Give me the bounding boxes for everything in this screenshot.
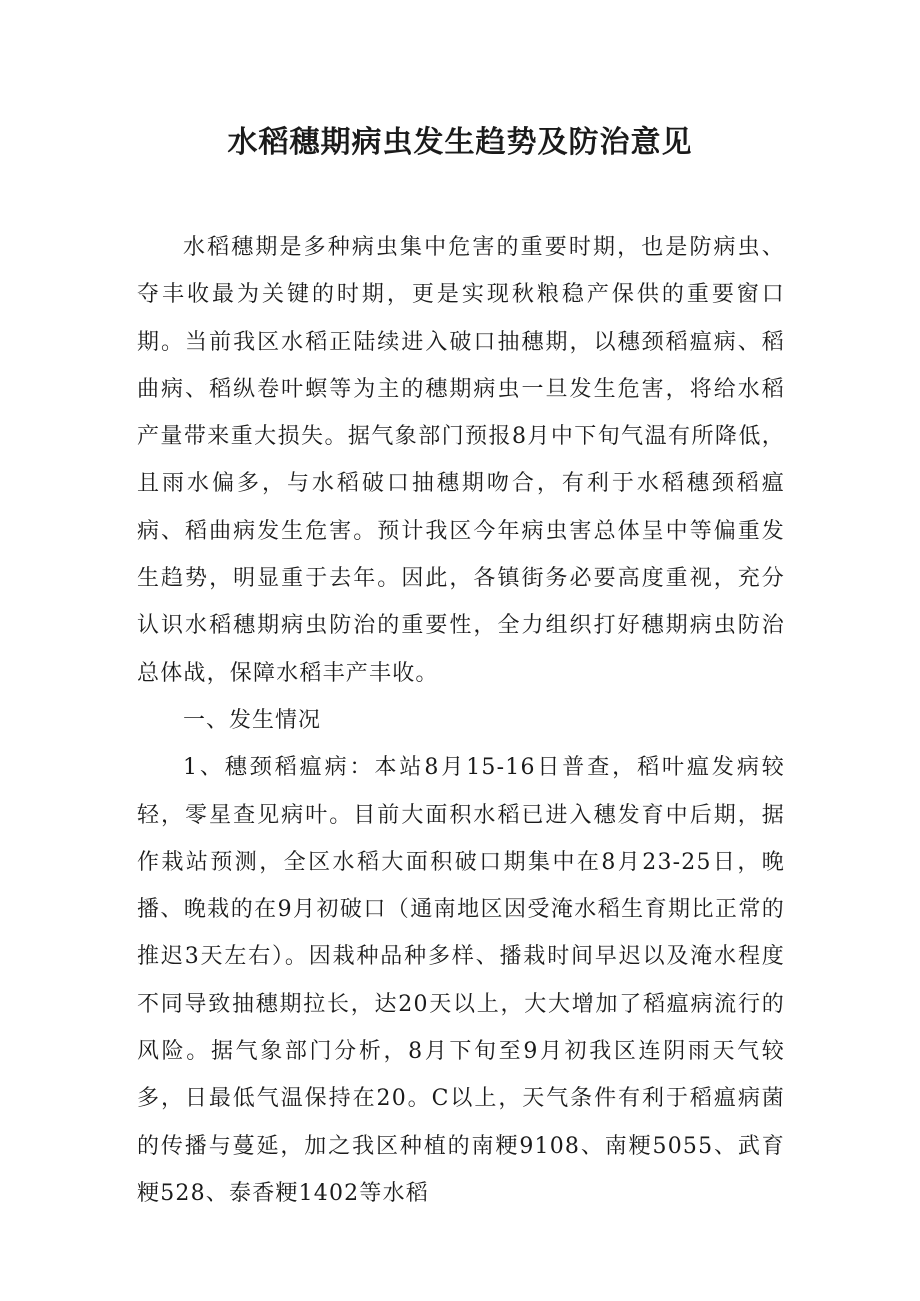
section-paragraph: 1、穗颈稻瘟病：本站8月15-16日普查，稻叶瘟发病较轻，零星查见病叶。目前大面积水稻已进入穗发育中后期，据作栽站预测，全区水稻大面积破口期集中在8月23-25日，晚播、晚栽的在9月初破口（通南地区因受淹水稻生育期比正常的推迟3天左右）。因栽种品种多样、播栽时间早迟以及淹水程度不同导致抽穗期拉长，达20天以上，大大增加了稻瘟病流行的风险。据气象部门分析，8月下旬至9月初我区连阴雨天气较多，日最低气温保持在20。C以上，天气条件有利于稻瘟病菌的传播与蔓延，加之我区种植的南粳9108、南粳5055、武育粳528、泰香粳1402等水稻 bbox=[137, 755, 785, 1206]
section-heading: 一、发生情况 bbox=[183, 707, 322, 733]
document-body bbox=[137, 224, 785, 1217]
intro-paragraph: 水稻穗期是多种病虫集中危害的重要时期，也是防病虫、夺丰收最为关键的时期，更是实现秋粮稳产保供的重要窗口期。当前我区水稻正陆续进入破口抽穗期，以穗颈稻瘟病、稻曲病、稻纵卷叶螟等为主的穗期病虫一旦发生危害，将给水稻产量带来重大损失。据气象部门预报8月中下旬气温有所降低，且雨水偏多，与水稻破口抽穗期吻合，有利于水稻穗颈稻瘟病、稻曲病发生危害。预计我区今年病虫害总体呈中等偏重发生趋势，明显重于去年。因此，各镇街务必要高度重视，充分认识水稻穗期病虫防治的重要性，全力组织打好穗期病虫防治总体战，保障水稻丰产丰收。 bbox=[137, 235, 785, 686]
document-title: 水稻穗期病虫发生趋势及防治意见 bbox=[227, 125, 693, 160]
